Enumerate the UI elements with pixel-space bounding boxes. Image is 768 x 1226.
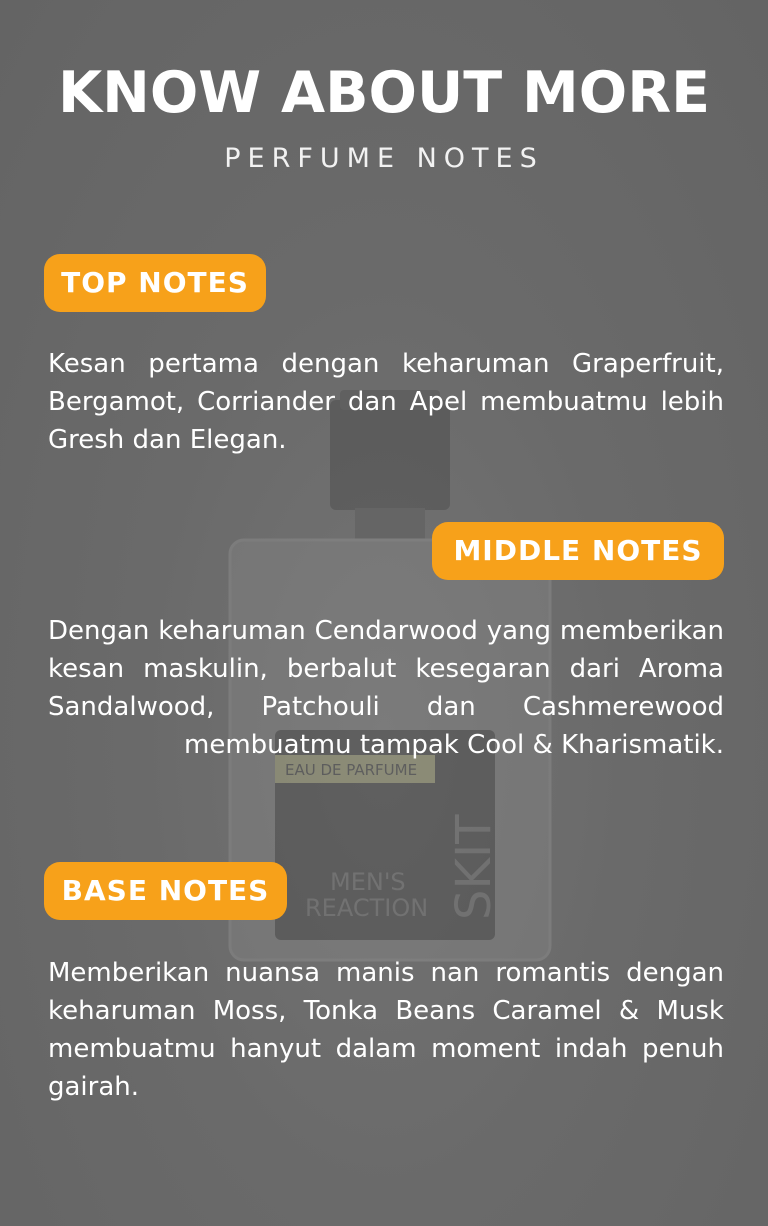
middle-notes-badge: MIDDLE NOTES xyxy=(432,522,724,580)
bottle-label-main-1: MEN'S xyxy=(330,868,406,896)
bottle-brand: SKIT xyxy=(446,814,502,920)
base-notes-description: Memberikan nuansa manis nan romantis dengan keharuman Moss, Tonka Beans Caramel & Musk membuatmu hanyut dalam moment indah penuh gairah. xyxy=(48,958,724,1102)
page-subtitle: PERFUME NOTES xyxy=(224,143,544,174)
top-notes-badge: TOP NOTES xyxy=(44,254,266,312)
page-title: KNOW ABOUT MORE xyxy=(57,60,711,126)
bottle-label-main-2: REACTION xyxy=(305,894,429,922)
middle-notes-description: Dengan keharuman Cendarwood yang memberikan kesan maskulin, berbalut kesegaran dari Aroma Sandalwood, Patchouli dan Cashmerewood membuatmu tampak Cool & Kharismatik. xyxy=(48,616,724,760)
base-notes-badge: BASE NOTES xyxy=(44,862,287,920)
bottle-label-top: EAU DE PARFUME xyxy=(285,761,418,779)
top-notes-description: Kesan pertama dengan keharuman Graperfruit, Bergamot, Corriander dan Apel membuatmu lebih Gresh dan Elegan. xyxy=(48,349,724,455)
